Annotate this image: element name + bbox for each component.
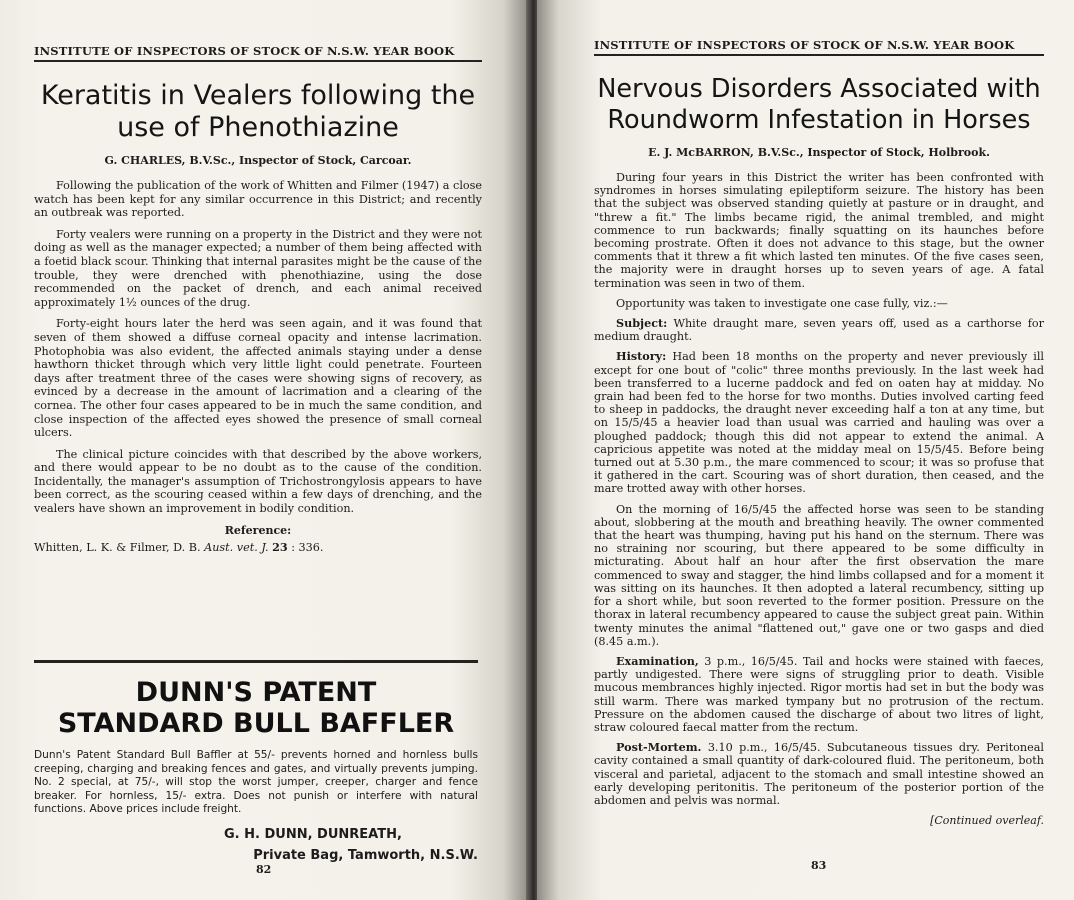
- examination-paragraph: [594, 655, 1044, 734]
- reference-pages: : 336.: [291, 540, 324, 554]
- running-head: INSTITUTE OF INSPECTORS OF STOCK OF N.S.W. YEAR BOOK: [34, 44, 482, 62]
- paragraph: Forty-eight hours later the herd was seen again, and it was found that seven of them showed a diffuse corneal opacity and intense lacrimation. Photophobia was also evident, the affected animals staying under a dense hawthorn thicket through which very little light could penetrate. Fourteen days after treatment three of the cases were showing signs of recovery, as evinced by a decrease in the amount of lacrimation and a clearing of the cornea. The other four cases appeared to be in much the same condition, and close inspection of the affected eyes showed the presence of small corneal ulcers.: [34, 317, 482, 440]
- history-paragraph: [594, 350, 1044, 495]
- reference-heading: Reference:: [224, 523, 292, 537]
- paragraph: Forty vealers were running on a property in the District and they were not doing as well as the manager expected; a number of them being affected with a foetid black scour. Thinking that internal parasites might be the cause of the trouble, they were drenched with phenothiazine, using the dose recommended on the packet of drench, and each animal received approximately 1½ ounces of the drug.: [34, 227, 482, 309]
- running-head: INSTITUTE OF INSPECTORS OF STOCK OF N.S.W. YEAR BOOK: [594, 38, 1044, 56]
- left-page: [0, 0, 530, 900]
- page-number: 83: [811, 859, 827, 872]
- article-byline: E. J. McBARRON, B.V.Sc., Inspector of Stock, Holbrook.: [648, 146, 990, 159]
- article-title: Keratitis in Vealers following the use of Phenothiazine: [40, 80, 476, 143]
- examination-text: 3 p.m., 16/5/45. Tail and hocks were stained with faeces, partly undigested. There were signs of struggling prior to death. Visible mucous membrances highly injected. Rigor mortis had set in but the body was still warm. There was marked tympany but no protrusion of the rectum. Pressure on the abdomen caused the discharge of about two litres of light, straw coloured faecal matter from the rectum.: [594, 654, 1044, 734]
- postmortem-paragraph: [594, 741, 1044, 807]
- reference-authors: Whitten, L. K. & Filmer, D. B.: [34, 540, 201, 554]
- subject-text: White draught mare, seven years off, used as a carthorse for medium draught.: [594, 317, 1044, 344]
- postmortem-label: Post-Mortem.: [616, 740, 702, 755]
- reference-journal: Aust. vet. J.: [204, 540, 269, 554]
- paragraph: During four years in this District the writer has been confronted with syndromes in horses simulating epileptiform seizure. The history has been that the subject was observed standing quietly at pasture or in draught, and "threw a fit." The limbs became rigid, the animal trembled, and might commence to run backwards; finally squatting on its haunches before becoming prostrate. Often it does not advance to this stage, but the owner comments that it threw a fit which lasted ten minutes. Of the five cases seen, the majority were in draught horses up to seven years of age. A fatal termination was seen in two of them.: [594, 171, 1044, 290]
- examination-label: Examination,: [616, 653, 699, 668]
- subject-paragraph: [594, 317, 1044, 343]
- advertisement: [34, 660, 478, 863]
- history-text: Had been 18 months on the property and never previously ill except for one bout of "colic" three months previously. In the last week had been transferred to a lucerne paddock and fed on oaten hay at midday. No grain had been fed to the horse for two months. Duties involved carting feed to sheep in paddocks, the draught never exceeding half a ton at any time, but on 15/5/45 a heavier load than usual was carried and hauling was over a ploughed paddock; though this did not appear to extend the animal. A capricious appetite was noted at the midday meal on 15/5/45. Before being turned out at 5.30 p.m., the mare commenced to scour; it was so profuse that it gathered in the cart. Scouring was of short duration, then ceased, and the mare trotted away with other horses.: [594, 350, 1044, 496]
- ad-title-line1: DUNN'S PATENT: [135, 677, 377, 708]
- ad-body: Dunn's Patent Standard Bull Baffler at 55/- prevents horned and hornless bulls creeping, charging and breaking fences and gates, and virtually prevents jumping. No. 2 special, at 75/-, will stop the worst jumper, creeper, charger and fence breaker. For hornless, 15/- extra. Does not punish or interfere with natural functions. Above prices include freight.: [34, 749, 478, 816]
- page-number: 82: [256, 863, 272, 876]
- ad-signature-name: G. H. DUNN, DUNREATH,: [224, 826, 402, 842]
- article-title: Nervous Disorders Associated with Roundworm Infestation in Horses: [597, 74, 1041, 135]
- paragraph: Opportunity was taken to investigate one case fully, viz.:—: [616, 296, 948, 310]
- postmortem-text: 3.10 p.m., 16/5/45. Subcutaneous tissues dry. Peritoneal cavity contained a small quantity of dark-coloured fluid. The peritoneum, both visceral and parietal, adjacent to the stomach and small intestine showed an early developing peritonitis. The peritoneum of the posterior portion of the abdomen and pelvis was normal.: [594, 741, 1044, 807]
- ad-signature-address: Private Bag, Tamworth, N.S.W.: [253, 847, 478, 863]
- ad-title-line2: STANDARD BULL BAFFLER: [57, 708, 455, 739]
- paragraph: Following the publication of the work of Whitten and Filmer (1947) a close watch has been kept for any similar occurrence in this District; and recently an outbreak was reported.: [34, 179, 482, 220]
- reference-volume: 23: [272, 539, 288, 554]
- ad-title: [34, 677, 478, 739]
- paragraph: The clinical picture coincides with that described by the above workers, and there would appear to be no doubt as to the cause of the condition. Incidentally, the manager's assumption of Trichostrongylosis appears to have been correct, as the scouring ceased within a few days of drenching, and the vealers have shown an improvement in bodily condition.: [34, 447, 482, 516]
- continued-note: [Continued overleaf.: [930, 814, 1044, 828]
- article-byline: G. CHARLES, B.V.Sc., Inspector of Stock, Carcoar.: [104, 154, 412, 167]
- reference-entry: [34, 540, 482, 554]
- paragraph: On the morning of 16/5/45 the affected horse was seen to be standing about, slobbering at the mouth and breathing heavily. The owner commented that the heart was thumping, having put his hand on the sternum. There was no straining nor scouring, but there appeared to be some difficulty in micturating. About half an hour after the first observation the mare commenced to sway and stagger, the hind limbs collapsed and for a moment it was sitting on its haunches. It then adopted a lateral recumbency, sitting up for a short while, but soon reverted to the former position. Pressure on the thorax in lateral recumbency appeared to cause the subject great pain. Within twenty minutes the animal "flattened out," gave one or two gasps and died (8.45 a.m.).: [594, 502, 1044, 648]
- right-page: [537, 0, 1074, 900]
- subject-label: Subject:: [616, 316, 668, 331]
- history-label: History:: [616, 349, 667, 364]
